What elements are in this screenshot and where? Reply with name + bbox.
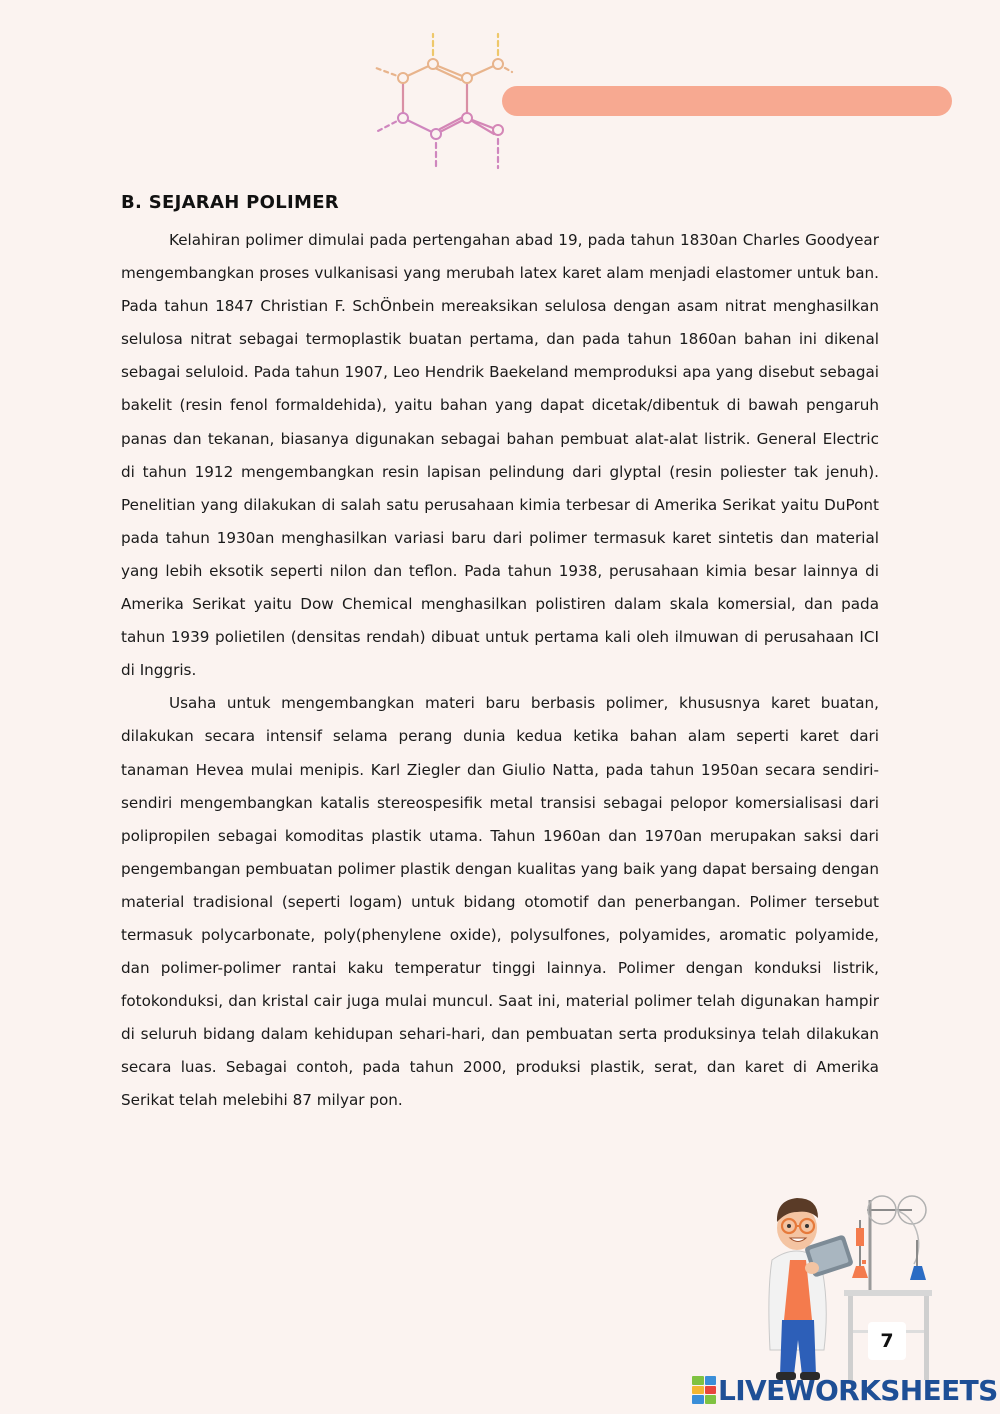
paragraph: Usaha untuk mengembangkan materi baru berbasis polimer, khususnya karet buatan, dilakukan secara intensif selama perang dunia kedua ketika bahan alam seperti karet dari tanaman Hevea mulai menipis. Karl Ziegler dan Giulio Natta, pada tahun 1950an secara sendiri-sendiri mengembangkan katalis stereospesifik metal transisi sebagai pelopor komersialisasi dari polipropilen sebagai komoditas plastik utama. Tahun 1960an dan 1970an merupakan saksi dari pengembangan pembuatan polimer plastik dengan kualitas yang baik yang dapat bersaing dengan material tradisional (seperti logam) untuk bidang otomotif dan penerbangan. Polimer tersebut termasuk polycarbonate, poly(phenylene oxide), polysulfones, polyamides, aromatic polyamide, dan polimer-polimer rantai kaku temperatur tinggi lainnya. Polimer dengan konduksi listrik, fotokonduksi, dan kristal cair juga mulai muncul. Saat ini, material polimer telah digunakan hampir di seluruh bidang dalam kehidupan sehari-hari, dan pembuatan serta produksinya telah dilakukan secara luas. Sebagai contoh, pada tahun 2000, produksi plastik, serat, dan karet di Amerika Serikat telah melebihi 87 milyar pon. — [121, 694, 879, 1110]
section-title: B. SEJARAH POLIMER — [121, 192, 339, 213]
header-decoration-bar — [502, 86, 952, 116]
scientist-with-lab-equipment-icon — [752, 1180, 947, 1380]
body-text — [121, 224, 879, 1118]
molecule-icon — [370, 30, 520, 170]
page-number: 7 — [868, 1322, 906, 1360]
paragraph: Kelahiran polimer dimulai pada pertengahan abad 19, pada tahun 1830an Charles Goodyear mengembangkan proses vulkanisasi yang merubah latex karet alam menjadi elastomer untuk ban. Pada tahun 1847 Christian F. SchÖnbein mereaksikan selulosa dengan asam nitrat menghasilkan selulosa nitrat sebagai termoplastik buatan pertama, dan pada tahun 1860an bahan ini dikenal sebagai seluloid. Pada tahun 1907, Leo Hendrik Baekeland memproduksi apa yang disebut sebagai bakelit (resin fenol formaldehida), yaitu bahan yang dapat dicetak/dibentuk di bawah pengaruh panas dan tekanan, biasanya digunakan sebagai bahan pembuat alat-alat listrik. General Electric di tahun 1912 mengembangkan resin lapisan pelindung dari glyptal (resin poliester tak jenuh). Penelitian yang dilakukan di salah satu perusahaan kimia terbesar di Amerika Serikat yaitu DuPont pada tahun 1930an menghasilkan variasi baru dari polimer termasuk karet sintetis dan material yang lebih eksotik seperti nilon dan teflon. Pada tahun 1938, perusahaan kimia besar lainnya di Amerika Serikat yaitu Dow Chemical menghasilkan polistiren dalam skala komersial, dan pada tahun 1939 polietilen (densitas rendah) dibuat untuk pertama kali oleh ilmuwan di perusahaan ICI di Inggris. — [121, 231, 879, 680]
brand-logo[interactable] — [692, 1372, 998, 1408]
liveworksheets-logo-icon — [692, 1376, 716, 1404]
brand-name: LIVEWORKSHEETS — [718, 1373, 998, 1407]
